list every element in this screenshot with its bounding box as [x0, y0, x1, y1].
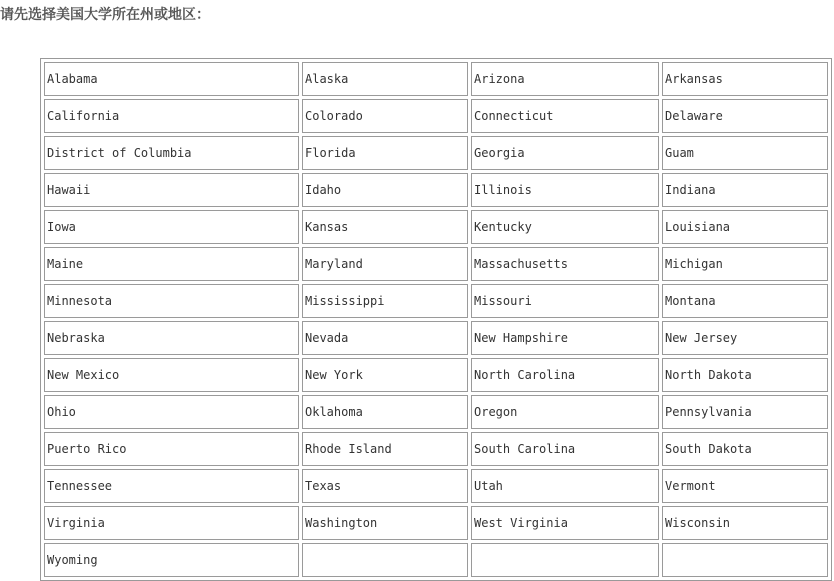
state-cell	[302, 173, 468, 207]
empty-cell	[471, 543, 659, 577]
state-cell	[44, 395, 299, 429]
state-cell	[471, 395, 659, 429]
state-cell	[662, 99, 828, 133]
state-link[interactable]: Nevada	[305, 331, 349, 345]
state-link[interactable]: Texas	[305, 479, 342, 493]
state-cell	[302, 99, 468, 133]
state-link[interactable]: New Jersey	[665, 331, 738, 345]
state-cell	[44, 99, 299, 133]
state-link[interactable]: Mississippi	[305, 294, 385, 308]
state-link[interactable]: Oregon	[474, 405, 518, 419]
state-cell	[471, 99, 659, 133]
state-link[interactable]: Connecticut	[474, 109, 554, 123]
state-cell	[44, 136, 299, 170]
state-link[interactable]: Georgia	[474, 146, 525, 160]
state-cell	[302, 395, 468, 429]
state-link[interactable]: Utah	[474, 479, 503, 493]
state-link[interactable]: South Carolina	[474, 442, 576, 456]
state-table-body	[44, 62, 828, 577]
state-cell	[471, 136, 659, 170]
state-link[interactable]: Arkansas	[665, 72, 723, 86]
state-link[interactable]: New Mexico	[47, 368, 120, 382]
table-row	[44, 432, 828, 466]
state-link[interactable]: Louisiana	[665, 220, 731, 234]
state-cell	[302, 62, 468, 96]
state-cell	[662, 136, 828, 170]
state-cell	[471, 432, 659, 466]
state-cell	[662, 432, 828, 466]
state-cell	[302, 247, 468, 281]
state-link[interactable]: Arizona	[474, 72, 525, 86]
state-cell	[662, 173, 828, 207]
state-cell	[662, 321, 828, 355]
state-cell	[44, 469, 299, 503]
table-row	[44, 210, 828, 244]
state-cell	[662, 247, 828, 281]
page-heading: 请先选择美国大学所在州或地区：	[0, 7, 210, 23]
state-link[interactable]: Delaware	[665, 109, 723, 123]
empty-cell	[302, 543, 468, 577]
state-cell	[662, 358, 828, 392]
state-link[interactable]: Alaska	[305, 72, 349, 86]
state-cell	[662, 284, 828, 318]
table-row	[44, 136, 828, 170]
state-cell	[302, 358, 468, 392]
state-cell	[662, 62, 828, 96]
state-link[interactable]: Pennsylvania	[665, 405, 752, 419]
state-cell	[302, 506, 468, 540]
state-link[interactable]: Massachusetts	[474, 257, 568, 271]
table-row	[44, 247, 828, 281]
state-link[interactable]: Illinois	[474, 183, 532, 197]
table-row	[44, 321, 828, 355]
state-cell	[471, 469, 659, 503]
table-row	[44, 395, 828, 429]
state-link[interactable]: Puerto Rico	[47, 442, 127, 456]
state-link[interactable]: Hawaii	[47, 183, 91, 197]
table-row	[44, 173, 828, 207]
state-cell	[44, 506, 299, 540]
state-link[interactable]: New Hampshire	[474, 331, 568, 345]
state-link[interactable]: Wisconsin	[665, 516, 731, 530]
state-link[interactable]: Alabama	[47, 72, 98, 86]
state-link[interactable]: Maryland	[305, 257, 363, 271]
state-link[interactable]: Kentucky	[474, 220, 532, 234]
table-row	[44, 358, 828, 392]
state-cell	[302, 432, 468, 466]
state-cell	[662, 506, 828, 540]
state-cell	[44, 284, 299, 318]
table-row	[44, 62, 828, 96]
state-link[interactable]: Maine	[47, 257, 84, 271]
state-link[interactable]: Washington	[305, 516, 378, 530]
state-link[interactable]: Montana	[665, 294, 716, 308]
state-link[interactable]: South Dakota	[665, 442, 752, 456]
state-cell	[471, 358, 659, 392]
state-cell	[44, 432, 299, 466]
state-cell	[302, 136, 468, 170]
state-cell	[302, 321, 468, 355]
state-cell	[471, 284, 659, 318]
state-link[interactable]: Oklahoma	[305, 405, 363, 419]
state-link[interactable]: West Virginia	[474, 516, 568, 530]
state-link[interactable]: Idaho	[305, 183, 342, 197]
state-selection-table	[40, 58, 832, 581]
state-cell	[44, 543, 299, 577]
state-cell	[44, 358, 299, 392]
state-link[interactable]: Virginia	[47, 516, 105, 530]
state-link[interactable]: Wyoming	[47, 553, 98, 567]
state-link[interactable]: North Dakota	[665, 368, 752, 382]
state-link[interactable]: Indiana	[665, 183, 716, 197]
table-row	[44, 506, 828, 540]
state-cell	[471, 247, 659, 281]
state-cell	[44, 321, 299, 355]
state-cell	[662, 469, 828, 503]
state-link[interactable]: North Carolina	[474, 368, 576, 382]
state-cell	[471, 62, 659, 96]
state-link[interactable]: Minnesota	[47, 294, 113, 308]
state-cell	[662, 210, 828, 244]
state-cell	[471, 210, 659, 244]
state-link[interactable]: District of Columbia	[47, 146, 192, 160]
table-row	[44, 469, 828, 503]
table-row	[44, 543, 828, 577]
state-link[interactable]: Nebraska	[47, 331, 105, 345]
state-cell	[44, 173, 299, 207]
table-row	[44, 99, 828, 133]
state-link[interactable]: Kansas	[305, 220, 349, 234]
empty-cell	[662, 543, 828, 577]
state-link[interactable]: Florida	[305, 146, 356, 160]
state-cell	[302, 210, 468, 244]
state-link[interactable]: Guam	[665, 146, 694, 160]
state-link[interactable]: Missouri	[474, 294, 532, 308]
state-link[interactable]: Tennessee	[47, 479, 113, 493]
state-cell	[471, 506, 659, 540]
state-link[interactable]: Iowa	[47, 220, 76, 234]
state-link[interactable]: Rhode Island	[305, 442, 392, 456]
state-cell	[302, 284, 468, 318]
state-link[interactable]: Vermont	[665, 479, 716, 493]
state-cell	[302, 469, 468, 503]
state-link[interactable]: Colorado	[305, 109, 363, 123]
state-cell	[662, 395, 828, 429]
state-cell	[471, 173, 659, 207]
state-link[interactable]: Ohio	[47, 405, 76, 419]
state-cell	[44, 62, 299, 96]
table-row	[44, 284, 828, 318]
state-cell	[44, 210, 299, 244]
state-link[interactable]: California	[47, 109, 120, 123]
state-cell	[471, 321, 659, 355]
state-link[interactable]: New York	[305, 368, 363, 382]
state-cell	[44, 247, 299, 281]
state-link[interactable]: Michigan	[665, 257, 723, 271]
